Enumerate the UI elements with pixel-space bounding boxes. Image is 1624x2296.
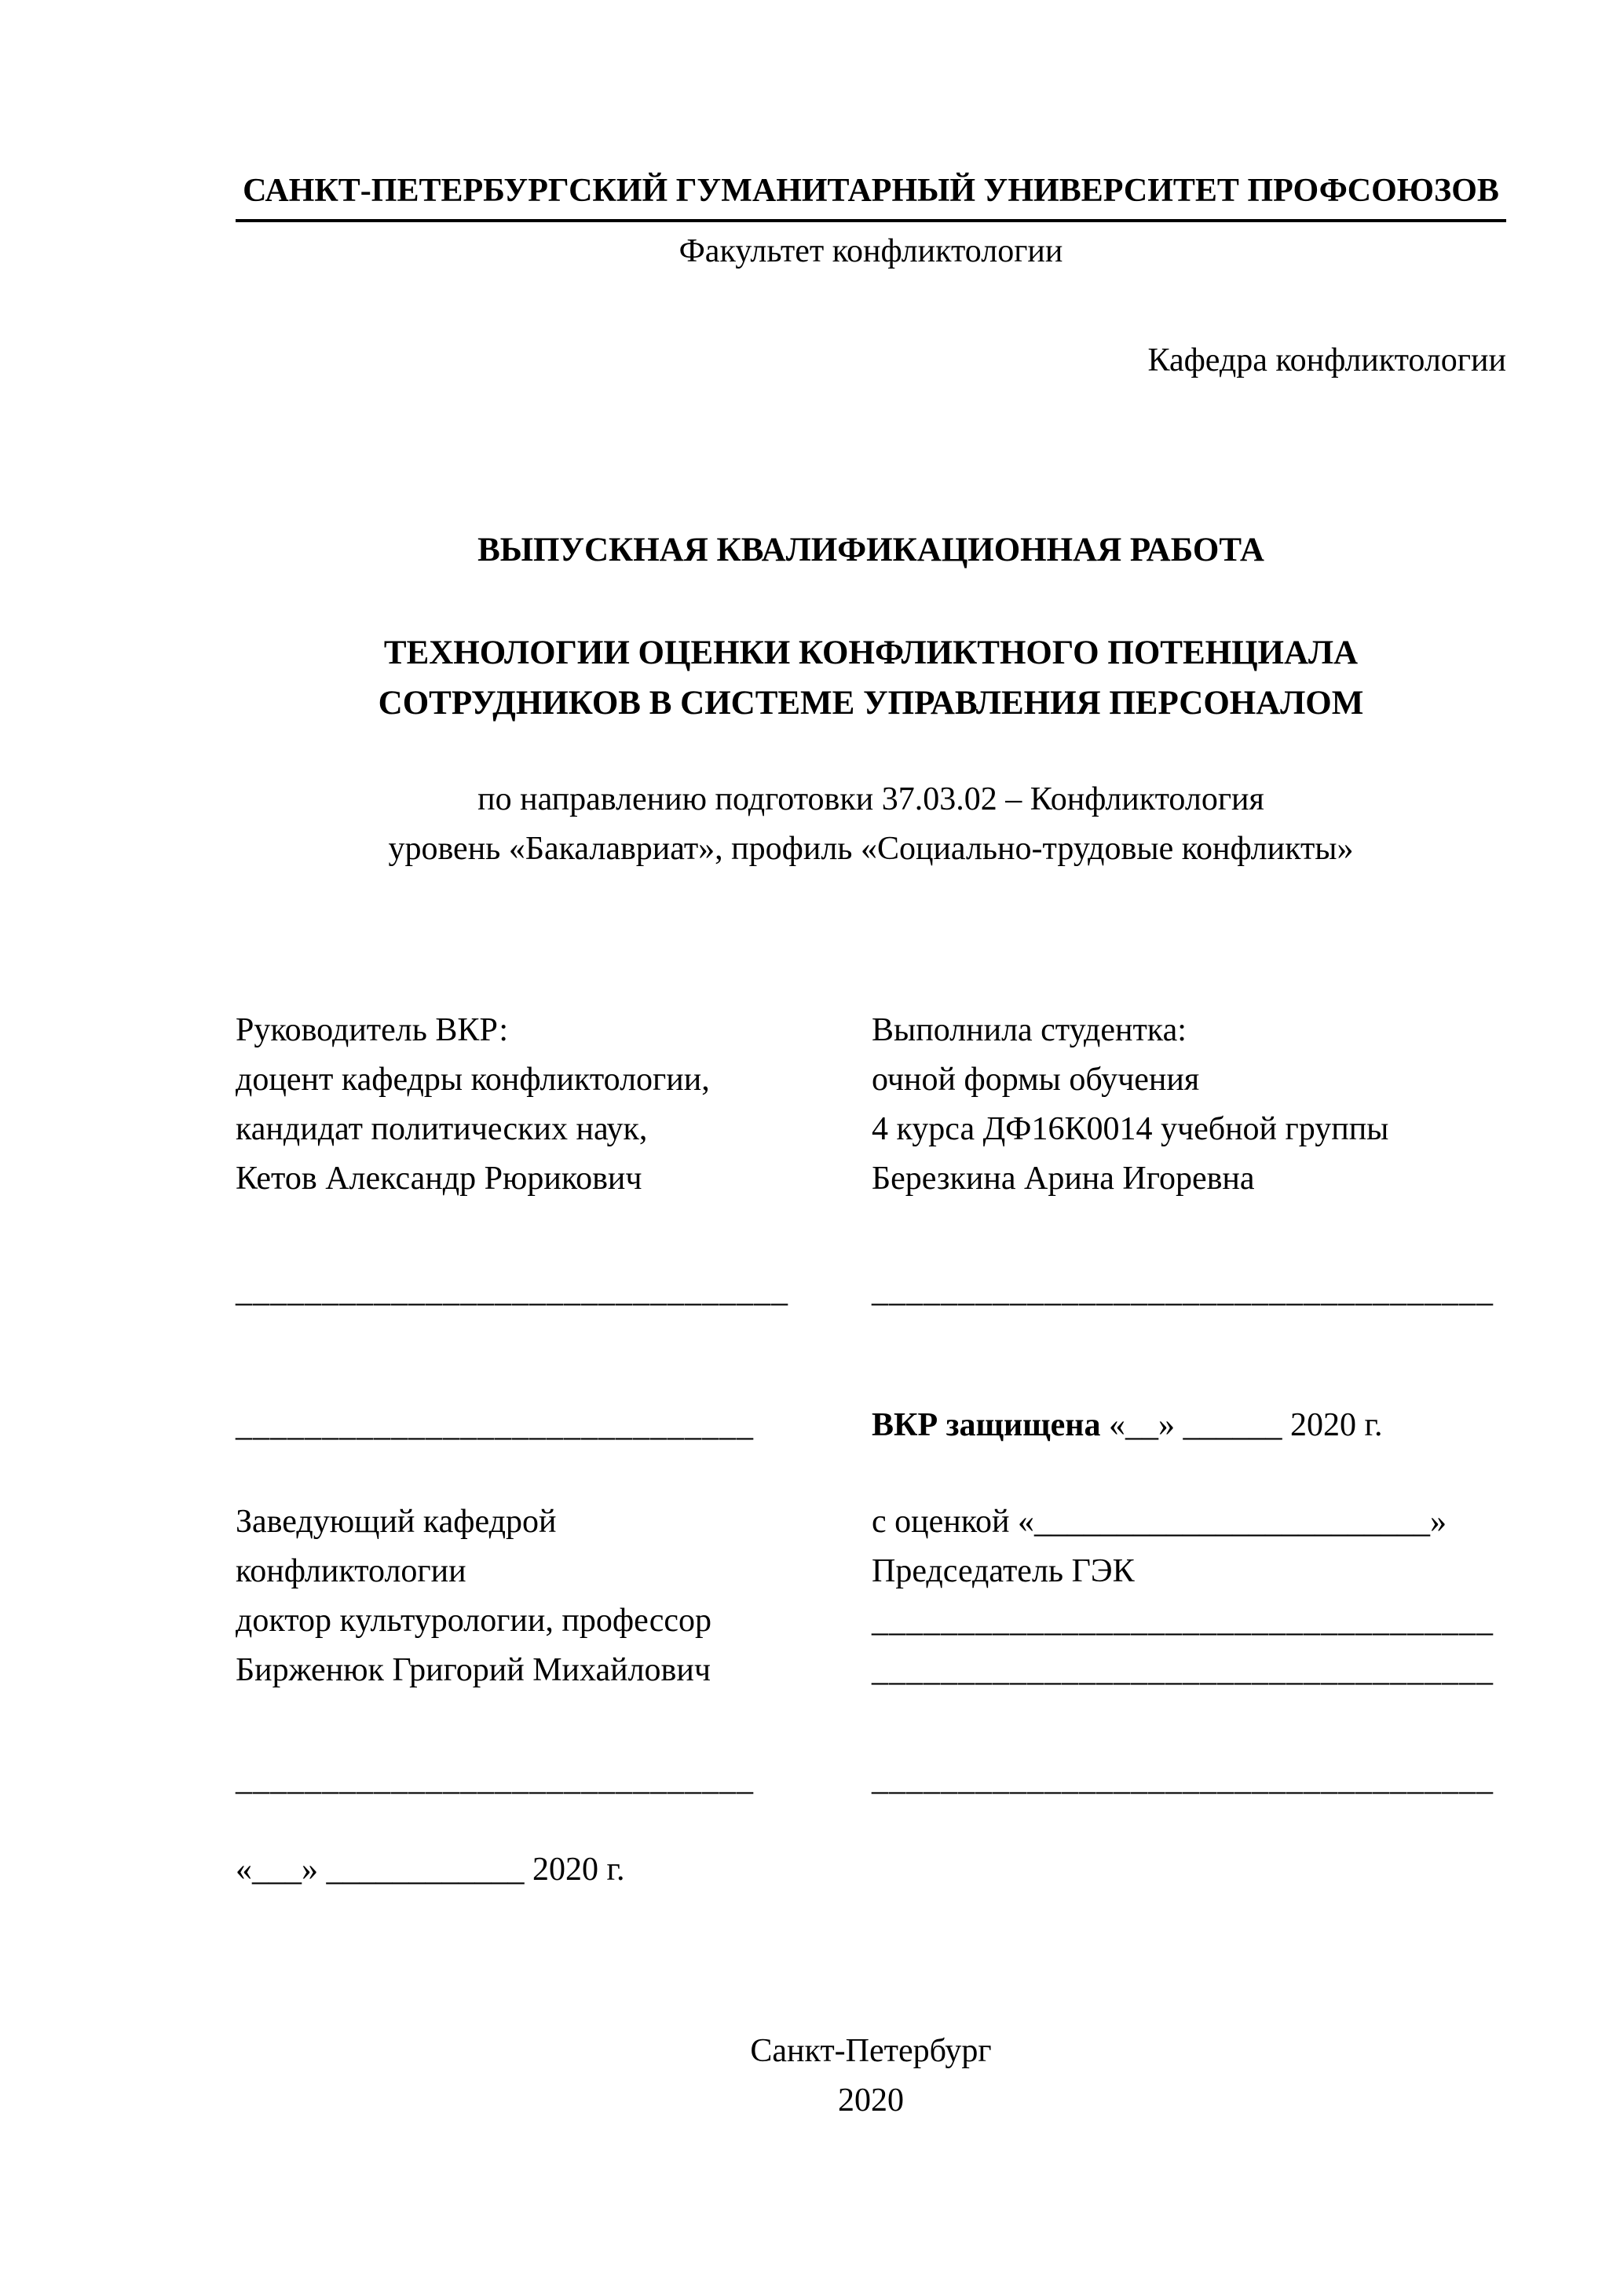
student-group-line: 4 курса ДФ16К0014 учебной группы <box>872 1110 1389 1147</box>
supervisor-block <box>236 1006 872 1204</box>
left-blank-line: ______________________________ <box>236 1406 754 1443</box>
committee-signature-line-1: ____________________________________ <box>872 1602 1494 1639</box>
footer-city: Санкт-Петербург <box>750 2032 992 2069</box>
signature-row-1 <box>236 1267 1506 1316</box>
date-row <box>236 1845 1506 1895</box>
footer-year: 2020 <box>838 2082 904 2119</box>
head-date-line: «___» ____________ 2020 г. <box>236 1851 625 1888</box>
student-study-form: очной формы обучения <box>872 1061 1200 1098</box>
supervisor-name: Кетов Александр Рюрикович <box>236 1160 642 1197</box>
thesis-title-line-1: ТЕХНОЛОГИИ ОЦЕНКИ КОНФЛИКТНОГО ПОТЕНЦИАЛА <box>383 634 1359 671</box>
student-name: Березкина Арина Игоревна <box>872 1160 1255 1197</box>
work-type-heading: ВЫПУСКНАЯ КВАЛИФИКАЦИОННАЯ РАБОТА <box>477 532 1264 569</box>
program-line-1: по направлению подготовки 37.03.02 – Конфликтология <box>477 781 1264 817</box>
committee-chairman-label: Председатель ГЭК <box>872 1552 1135 1589</box>
defense-row <box>236 1401 1506 1450</box>
program-direction <box>236 775 1506 874</box>
head-committee-block <box>236 1497 1506 1695</box>
committee-signature-line-3: ____________________________________ <box>872 1760 1494 1797</box>
student-block <box>872 1006 1506 1204</box>
defense-statement <box>872 1401 1506 1450</box>
supervisor-signature-line: ________________________________ <box>236 1272 788 1309</box>
footer-block <box>236 2027 1506 2126</box>
head-of-department-block <box>236 1497 872 1695</box>
university-header: САНКТ-ПЕТЕРБУРГСКИЙ ГУМАНИТАРНЫЙ УНИВЕРСИТЕТ ПРОФСОЮЗОВ <box>236 166 1506 222</box>
defense-date-blanks: «__» ______ 2020 г. <box>1100 1406 1383 1443</box>
signature-row-2 <box>236 1755 1506 1804</box>
head-title-line-2: конфликтологии <box>236 1552 466 1589</box>
supervisor-degree-line: кандидат политических наук, <box>236 1110 648 1147</box>
committee-signature-line-2: ____________________________________ <box>872 1651 1494 1688</box>
supervisor-role-label: Руководитель ВКР: <box>236 1011 509 1048</box>
defense-label: ВКР защищена <box>872 1406 1101 1443</box>
people-block <box>236 1006 1506 1204</box>
supervisor-position-line: доцент кафедры конфликтологии, <box>236 1061 710 1098</box>
student-signature-line: ____________________________________ <box>872 1272 1494 1309</box>
head-signature-line: ______________________________ <box>236 1760 754 1797</box>
head-title-line-1: Заведующий кафедрой <box>236 1503 557 1540</box>
head-name: Бирженюк Григорий Михайлович <box>236 1651 711 1688</box>
student-role-label: Выполнила студентка: <box>872 1011 1187 1048</box>
program-line-2: уровень «Бакалавриат», профиль «Социально-трудовые конфликты» <box>388 830 1354 867</box>
faculty-name: Факультет конфликтологии <box>678 233 1063 269</box>
thesis-title-line-2: СОТРУДНИКОВ В СИСТЕМЕ УПРАВЛЕНИЯ ПЕРСОНАЛОМ <box>378 685 1364 722</box>
department-name: Кафедра конфликтологии <box>1147 342 1506 378</box>
head-degree-line: доктор культурологии, профессор <box>236 1602 712 1639</box>
thesis-title <box>236 628 1506 729</box>
grade-blank-line: с оценкой «________________________» <box>872 1503 1447 1540</box>
committee-block <box>872 1497 1506 1695</box>
